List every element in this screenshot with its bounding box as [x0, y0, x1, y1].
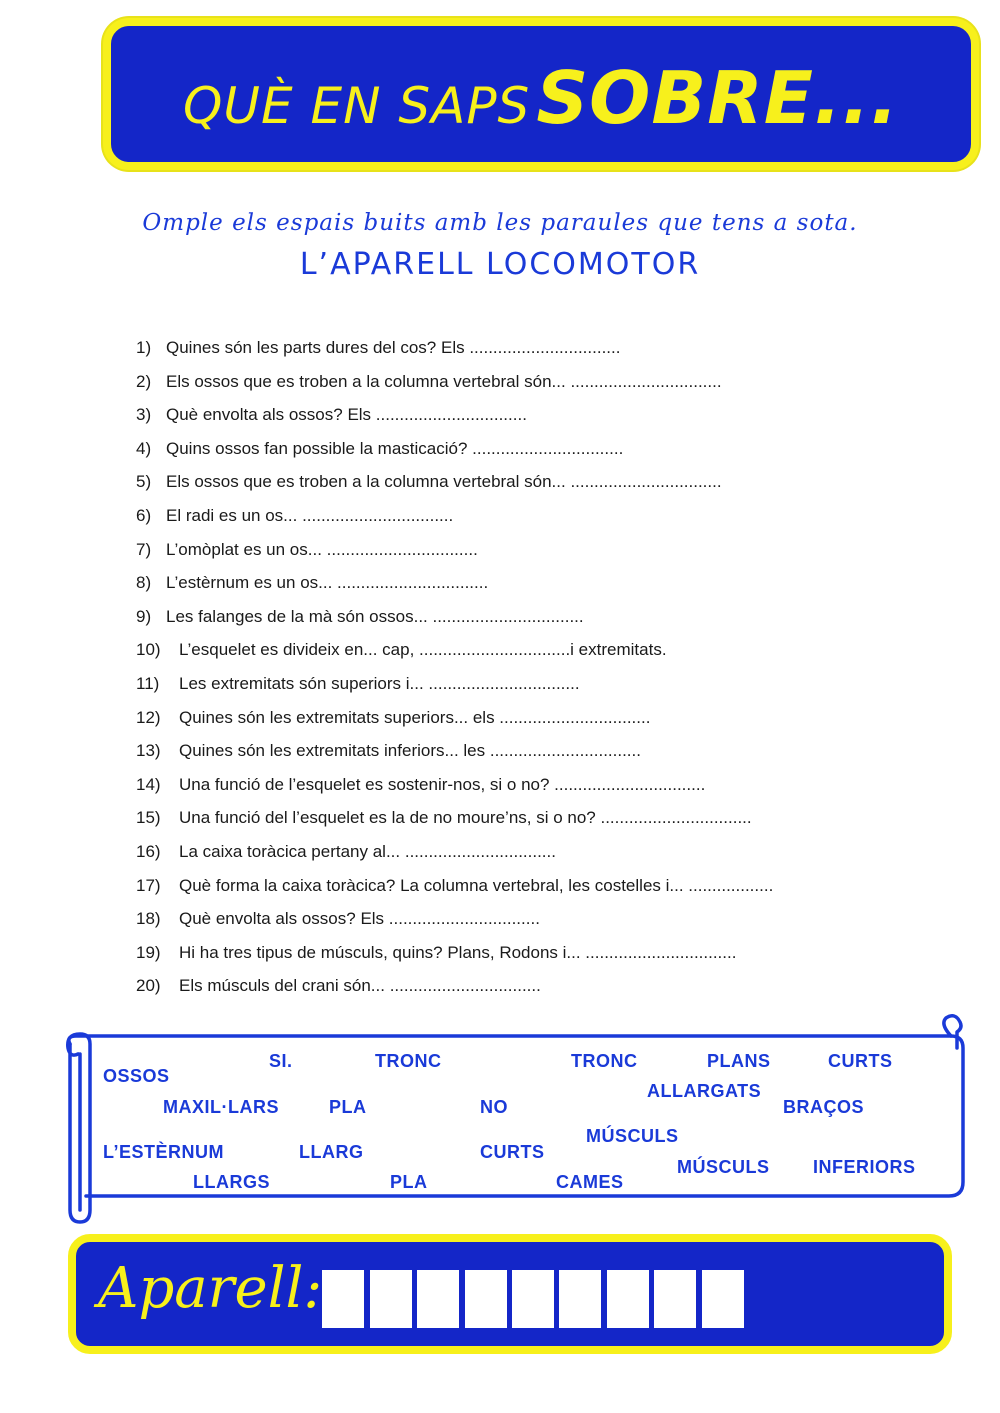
word-bank-item: CURTS: [828, 1051, 893, 1071]
question-number: 6): [136, 505, 152, 525]
question-item: [136, 806, 773, 840]
question-text: Una funció del l’esquelet es la de no moure’ns, si o no? ................................: [179, 808, 752, 828]
answer-banner: [68, 1234, 952, 1354]
question-text: L’omòplat es un os... ................................: [166, 539, 478, 559]
question-item: [136, 605, 773, 639]
question-text: Els músculs del crani són... ................................: [179, 976, 541, 996]
word-bank-item: CURTS: [480, 1142, 545, 1162]
answer-letter-box[interactable]: [417, 1270, 459, 1328]
answer-letter-box[interactable]: [370, 1270, 412, 1328]
question-text: Una funció de l’esquelet es sostenir-nos, si o no? ................................: [179, 774, 706, 794]
question-text: Què envolta als ossos? Els ................................: [179, 909, 540, 929]
question-item: [136, 336, 773, 370]
question-text: La caixa toràcica pertany al... ................................: [179, 841, 556, 861]
question-text: Quins ossos fan possible la masticació? ................................: [166, 438, 624, 458]
question-number: 9): [136, 606, 152, 626]
answer-letter-box[interactable]: [322, 1270, 364, 1328]
answer-letter-box[interactable]: [654, 1270, 696, 1328]
word-bank-scroll: [58, 1014, 970, 1226]
answer-letter-box[interactable]: [607, 1270, 649, 1328]
question-text: L’esquelet es divideix en... cap, ................................i extremitats.: [179, 640, 667, 660]
question-text: Quines són les parts dures del cos? Els ................................: [166, 338, 621, 357]
question-list: [136, 336, 773, 1008]
question-text: L’estèrnum es un os... ................................: [166, 573, 489, 593]
question-number: 19): [136, 942, 161, 962]
word-bank-item: ALLARGATS: [647, 1081, 762, 1101]
word-bank-item: CAMES: [556, 1172, 624, 1192]
answer-letter-box[interactable]: [702, 1270, 744, 1328]
answer-label: Aparell:: [98, 1256, 323, 1321]
word-bank-item: BRAÇOS: [783, 1097, 865, 1117]
word-bank-item: LLARGS: [193, 1172, 270, 1192]
question-item: [136, 437, 773, 471]
question-item: [136, 974, 773, 1008]
question-number: 17): [136, 875, 161, 895]
question-item: [136, 571, 773, 605]
question-number: 16): [136, 841, 161, 861]
banner-title-small: QUÈ EN SAPS: [183, 77, 531, 135]
banner-title: [111, 56, 971, 140]
banner-title-big: SOBRE...: [536, 56, 899, 140]
question-text: El radi es un os... ................................: [166, 505, 454, 525]
word-bank-item: PLANS: [707, 1051, 771, 1071]
word-bank-item: LLARG: [299, 1142, 364, 1162]
question-text: Les falanges de la mà són ossos... ................................: [166, 606, 584, 626]
question-number: 7): [136, 539, 152, 559]
question-number: 13): [136, 741, 161, 761]
scroll-outline-icon: [58, 1014, 970, 1226]
question-item: [136, 773, 773, 807]
question-item: [136, 470, 773, 504]
question-number: 14): [136, 774, 161, 794]
question-number: 2): [136, 371, 152, 391]
question-text: Quines són les extremitats inferiors... les ................................: [179, 741, 641, 761]
question-item: [136, 840, 773, 874]
question-item: [136, 538, 773, 572]
question-text: Quines són les extremitats superiors... els ................................: [179, 707, 651, 727]
word-bank-item: NO: [480, 1097, 508, 1117]
question-text: Les extremitats són superiors i... ................................: [179, 673, 580, 693]
word-bank-item: L’ESTÈRNUM: [103, 1142, 225, 1162]
question-text: Què envolta als ossos? Els ................................: [166, 405, 527, 425]
question-number: 11): [136, 673, 160, 693]
question-item: [136, 706, 773, 740]
question-number: 10): [136, 640, 161, 660]
question-number: 15): [136, 808, 161, 828]
question-item: [136, 672, 773, 706]
question-number: 20): [136, 976, 161, 996]
question-text: Els ossos que es troben a la columna vertebral són... ................................: [166, 472, 722, 492]
word-bank-item: TRONC: [571, 1051, 638, 1071]
question-item: [136, 370, 773, 404]
worksheet-subtitle: L’APARELL LOCOMOTOR: [299, 247, 701, 282]
question-item: [136, 403, 773, 437]
question-number: 4): [136, 438, 152, 458]
word-bank-item: MAXIL·LARS: [163, 1097, 279, 1117]
word-bank-item: OSSOS: [103, 1066, 170, 1086]
question-text: Els ossos que es troben a la columna vertebral són... ................................: [166, 371, 722, 391]
question-item: [136, 739, 773, 773]
question-number: 12): [136, 707, 161, 727]
question-item: [136, 874, 773, 908]
word-bank-item: MÚSCULS: [586, 1126, 679, 1146]
answer-letter-box[interactable]: [559, 1270, 601, 1328]
question-number: 5): [136, 472, 152, 492]
word-bank-item: INFERIORS: [813, 1157, 916, 1177]
word-bank-item: PLA: [390, 1172, 428, 1192]
question-item: [136, 907, 773, 941]
word-bank-item: TRONC: [375, 1051, 442, 1071]
question-item: [136, 638, 773, 672]
question-number: 18): [136, 909, 161, 929]
instruction-text: Omple els espais buits amb les paraules que tens a sota.: [142, 210, 858, 236]
title-banner: [103, 18, 979, 170]
question-text: Què forma la caixa toràcica? La columna vertebral, les costelles i... ..................: [179, 875, 774, 895]
question-number: 3): [136, 405, 152, 425]
question-item: [136, 941, 773, 975]
answer-letter-box[interactable]: [465, 1270, 507, 1328]
word-bank-item: SI.: [269, 1051, 293, 1071]
question-number: 1): [136, 338, 152, 357]
question-number: 8): [136, 573, 152, 593]
answer-letter-box[interactable]: [512, 1270, 554, 1328]
question-item: [136, 504, 773, 538]
question-text: Hi ha tres tipus de músculs, quins? Plans, Rodons i... ................................: [179, 942, 737, 962]
word-bank-item: MÚSCULS: [677, 1157, 770, 1177]
word-bank-item: PLA: [329, 1097, 367, 1117]
